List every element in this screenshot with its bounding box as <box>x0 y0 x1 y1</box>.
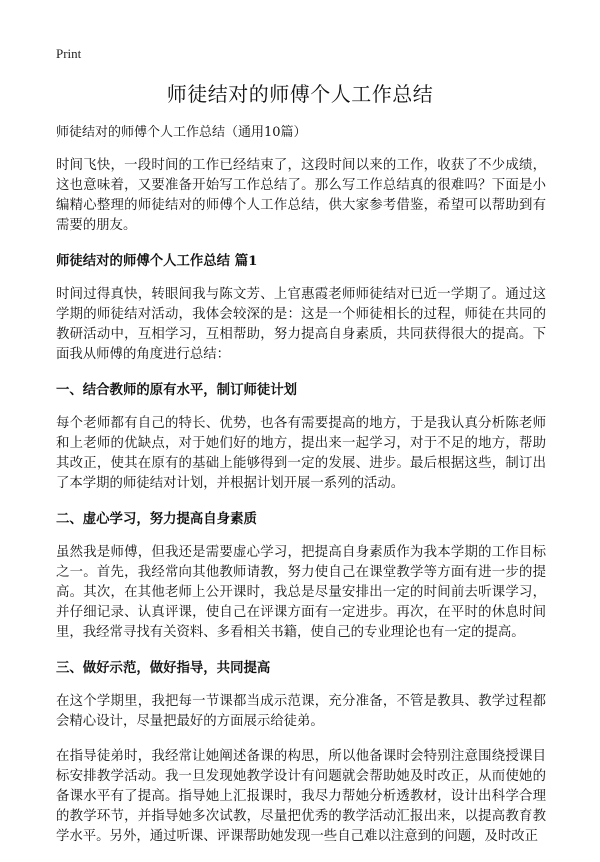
subheading-3-paragraph-a: 在这个学期里，我把每一节课都当成示范课，充分准备，不管是教具、教学过程都会精心设计，尽量把最好的方面展示给徒弟。 <box>56 694 546 729</box>
article-subtitle: 师徒结对的师傅个人工作总结（通用10篇） <box>56 125 307 140</box>
subheading-2: 二、虚心学习，努力提高自身素质 <box>56 511 257 527</box>
article-body <box>56 124 546 862</box>
subheading-1-paragraph: 每个老师都有自己的特长、优势，也各有需要提高的地方，于是我认真分析陈老师和上老师的优缺点，对于她们好的地方，提出来一起学习，对于不足的地方，帮助其改正，使其在原有的基础上能够得到一定的发展、进步。最后根据这些，制订出了本学期的师徒结对计划，并根据计划开展一系列的活动。 <box>56 416 546 491</box>
subheading-3-paragraph-b: 在指导徒弟时，我经常让她阐述备课的构思，所以他备课时会特别注意围绕授课目标安排教学活动。我一旦发现她教学设计有问题就会帮助她及时改正，从而使她的备课水平有了提高。指导她上汇报课时，我尽力帮她分析透教材，设计出科学合理的教学环节，并指导她多次试教，尽量把优秀的教学活动汇报出来，以提高教育教学水平。另外，通过听课、评课帮助她发现一些自己难以注意到的问题，及时改正 <box>56 749 546 844</box>
section-title: 师徒结对的师傅个人工作总结 篇1 <box>56 253 258 269</box>
subheading-2-paragraph: 虽然我是师傅，但我还是需要虚心学习，把提高自身素质作为我本学期的工作目标之一。首先，我经常向其他教师请教，努力使自己在课堂教学等方面有进一步的提高。其次，在其他老师上公开课时，我总是尽量安排出一定的时间前去听课学习，并仔细记录、认真评课，使自己在评课方面有一定进步。再次，在平时的休息时间里，我经常寻找有关资料、多看相关书籍，使自己的专业理论也有一定的提高。 <box>56 545 546 640</box>
intro-paragraph: 时间飞快，一段时间的工作已经结束了，这段时间以来的工作，收获了不少成绩，这也意味着，又要准备开始写工作总结了。那么写工作总结真的很难吗？下面是小编精心整理的师徒结对的师傅个人工作总结，供大家参考借鉴，希望可以帮助到有需要的朋友。 <box>56 158 546 233</box>
subheading-3: 三、做好示范，做好指导，共同提高 <box>56 660 271 676</box>
section-paragraph: 时间过得真快，转眼间我与陈文芳、上官惠霞老师师徒结对已近一学期了。通过这学期的师徒结对活动，我体会较深的是：这是一个师徒相长的过程，师徒在共同的教研活动中，互相学习，互相帮助，努力提高自身素质，共同获得很大的提高。下面我从师傅的角度进行总结： <box>56 287 546 362</box>
print-link[interactable]: Print <box>56 46 82 61</box>
subheading-1: 一、结合教师的原有水平，制订师徒计划 <box>56 382 298 398</box>
page-title: 师徒结对的师傅个人工作总结 <box>166 82 434 106</box>
